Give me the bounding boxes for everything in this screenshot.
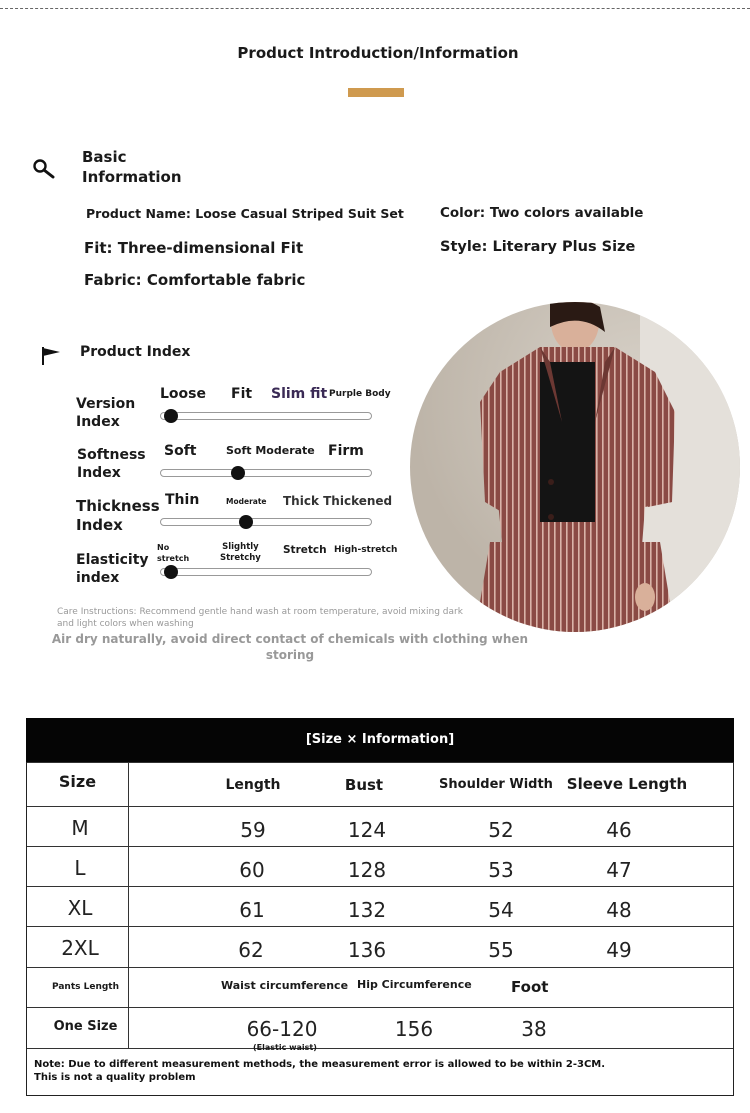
row-divider [27, 1007, 733, 1008]
col-waist-header: Waist circumference [221, 979, 349, 992]
row-divider [27, 926, 733, 927]
col-shoulder-header: Shoulder Width [439, 777, 553, 792]
table-cell: 48 [606, 898, 632, 922]
scale-high-stretch: High-stretch [334, 545, 398, 555]
table-cell: 53 [488, 858, 514, 882]
version-index-track [160, 412, 372, 420]
softness-index-track [160, 469, 372, 477]
row-divider [27, 1048, 733, 1049]
product-index-heading: Product Index [80, 344, 191, 360]
scale-purple-body: Purple Body [329, 389, 391, 399]
version-index-label: Version Index [76, 396, 136, 430]
table-cell: 60 [239, 858, 265, 882]
thickness-index-track [160, 518, 372, 526]
table-cell: 59 [240, 818, 266, 842]
fabric-info: Fabric: Comfortable fabric [84, 271, 306, 289]
row-divider [27, 967, 733, 968]
col-size-header: Size [58, 772, 97, 791]
row-divider [27, 846, 733, 847]
softness-index-label: Softness Index [77, 447, 146, 481]
one-size-label: One Size [53, 1019, 118, 1034]
color-info: Color: Two colors available [440, 205, 644, 221]
fit-info: Fit: Three-dimensional Fit [84, 239, 304, 257]
flag-icon [40, 344, 62, 370]
scale-fit: Fit [231, 386, 253, 402]
measurement-note: Note: Due to different measurement methods, the measurement error is allowed to be within 2-3CM. This is not a quality problem [34, 1059, 606, 1083]
table-cell: 49 [606, 938, 632, 962]
basic-info-heading: Basic Information [82, 148, 182, 186]
elastic-waist-note: (Elastic waist) [253, 1043, 317, 1052]
size-table-title: [Size × Information] [26, 718, 734, 762]
row-divider [27, 806, 733, 807]
table-cell: 136 [347, 938, 387, 962]
col-bust-header: Bust [344, 776, 384, 794]
care-air-dry: Air dry naturally, avoid direct contact of chemicals with clothing when storing [51, 632, 529, 662]
care-instructions: Care Instructions: Recommend gentle hand wash at room temperature, avoid mixing dark and light colors when washing [57, 607, 463, 629]
col-sleeve-header: Sleeve Length [566, 775, 688, 793]
size-m: M [71, 816, 89, 840]
thickness-index-label: Thickness Index [76, 497, 160, 534]
size-xl: XL [67, 896, 93, 920]
style-info: Style: Literary Plus Size [440, 239, 636, 255]
table-cell: 128 [347, 858, 387, 882]
elasticity-index-track [160, 568, 372, 576]
scale-soft: Soft [164, 443, 197, 459]
table-cell: 54 [488, 898, 514, 922]
scale-soft-moderate: Soft Moderate [226, 444, 315, 457]
col-foot-header: Foot [511, 978, 549, 996]
page-title: Product Introduction/Information [237, 44, 519, 62]
scale-stretch: Stretch [283, 544, 327, 556]
waist-value: 66-120 [246, 1017, 318, 1041]
size-l: L [74, 856, 86, 880]
scale-thin: Thin [165, 492, 200, 508]
table-cell: 47 [606, 858, 632, 882]
row-divider [27, 886, 733, 887]
col-length-header: Length [225, 777, 281, 793]
table-cell: 55 [488, 938, 514, 962]
thickness-index-knob [239, 515, 253, 529]
table-cell: 124 [347, 818, 387, 842]
row-divider [27, 762, 733, 763]
softness-index-knob [231, 466, 245, 480]
table-cell: 61 [239, 898, 265, 922]
product-photo [410, 302, 740, 632]
col-hip-header: Hip Circumference [357, 978, 472, 991]
table-cell: 46 [606, 818, 632, 842]
table-cell: 62 [238, 938, 264, 962]
search-icon [32, 158, 56, 184]
elasticity-index-label: Elasticity index [76, 552, 149, 586]
scale-slightly-stretchy: Slightly Stretchy [220, 542, 261, 563]
scale-slim-fit: Slim fit [271, 386, 328, 402]
scale-no-stretch: No stretch [157, 543, 190, 563]
foot-value: 38 [521, 1017, 547, 1041]
scale-loose: Loose [160, 386, 206, 402]
elasticity-index-knob [164, 565, 178, 579]
scale-moderate: Moderate [226, 497, 267, 506]
product-name: Product Name: Loose Casual Striped Suit Set [86, 206, 404, 221]
pants-length-label: Pants Length [51, 982, 120, 992]
top-dashed-divider [0, 8, 750, 9]
table-cell: 52 [488, 818, 514, 842]
table-cell: 132 [347, 898, 387, 922]
scale-firm: Firm [328, 443, 364, 459]
size-2xl: 2XL [61, 936, 99, 960]
version-index-knob [164, 409, 178, 423]
hip-value: 156 [394, 1017, 434, 1041]
title-accent-bar [348, 88, 404, 97]
scale-thick-thickened: Thick Thickened [283, 494, 393, 508]
